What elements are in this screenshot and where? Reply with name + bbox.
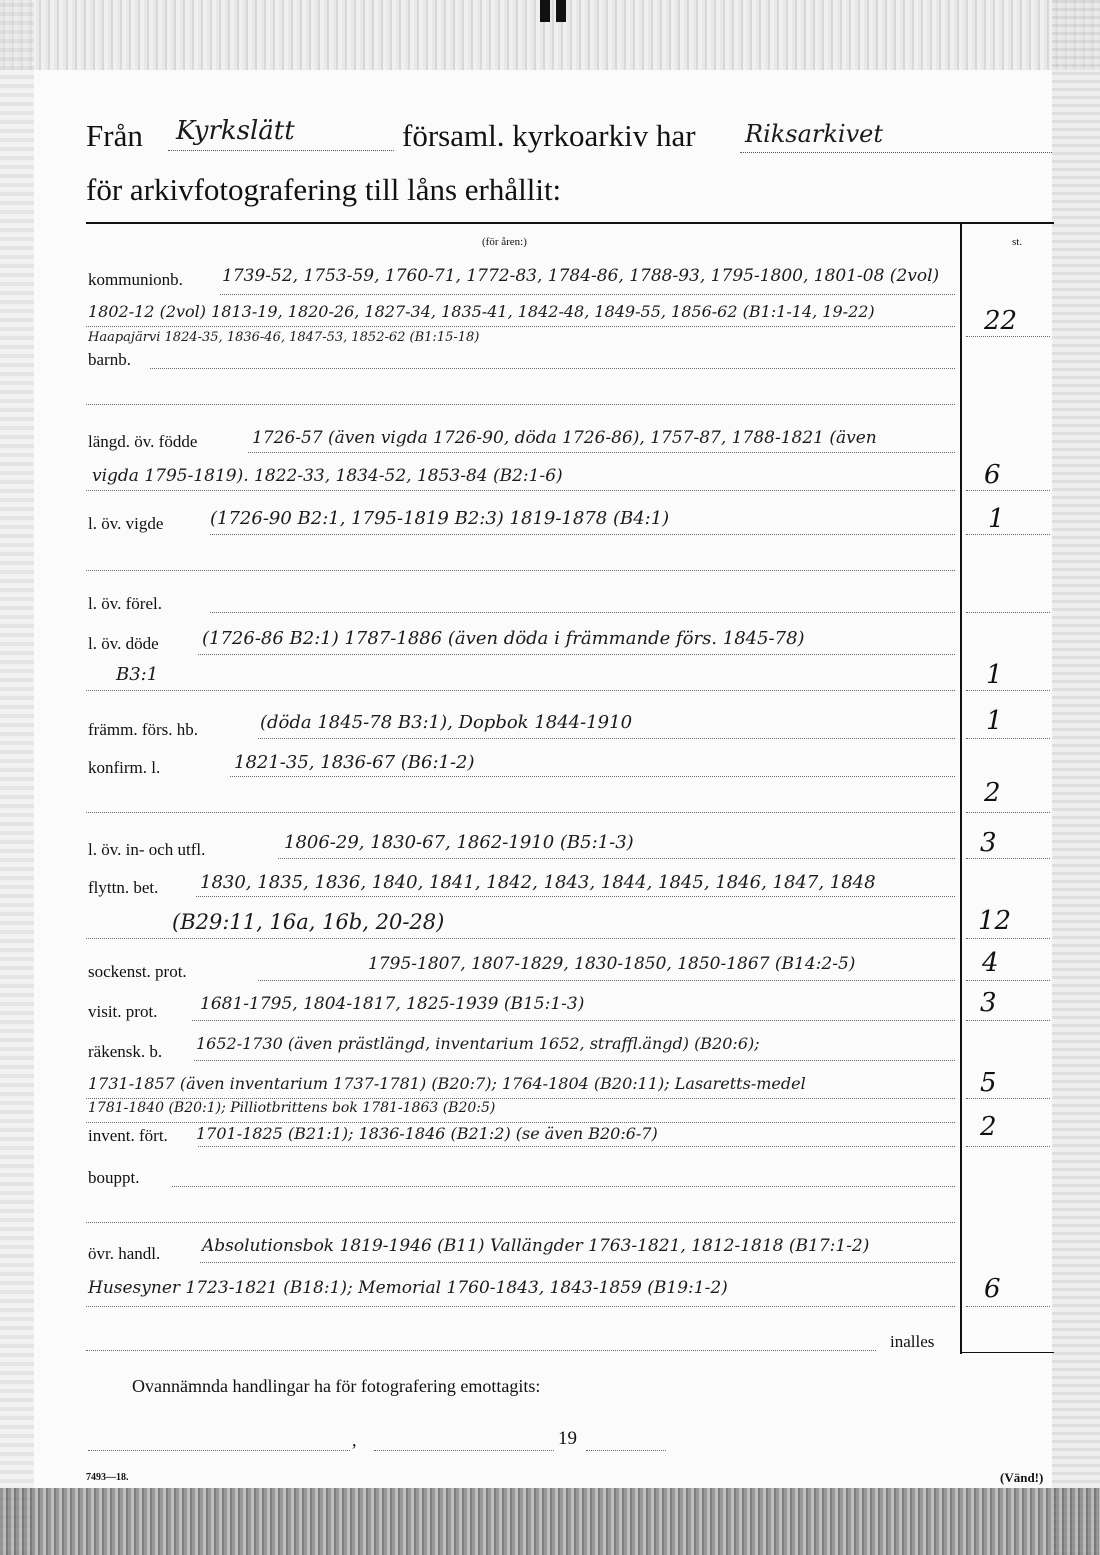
entry-flyttn-line-2: (B29:11, 16a, 16b, 20-28) (172, 910, 445, 934)
row-label-rakensk: räkensk. b. (88, 1042, 163, 1061)
fill-line (86, 1122, 955, 1123)
parish-fill-line (168, 150, 394, 151)
count-sockenst: 4 (982, 948, 999, 978)
count-line (966, 738, 1050, 739)
fill-line (86, 404, 955, 405)
binder-clip (556, 0, 566, 22)
fill-line (86, 690, 955, 691)
entry-in-utfl-line-1: 1806-29, 1830-67, 1862-1910 (B5:1-3) (284, 832, 634, 853)
fill-line (258, 738, 955, 739)
count-in-utfl: 3 (980, 828, 997, 858)
fill-line (220, 294, 955, 295)
footer-received-text: Ovannämnda handlingar ha för fotografering emottagits: (132, 1376, 541, 1396)
total-rule (962, 1352, 1054, 1353)
fill-line (86, 1350, 876, 1351)
count-line (966, 1020, 1050, 1021)
count-line (966, 938, 1050, 939)
row-label-in-utfl: l. öv. in- och utfl. (88, 840, 206, 859)
fill-line (86, 938, 955, 939)
fill-line (258, 980, 955, 981)
parish-name-handwritten: Kyrkslätt (176, 116, 295, 146)
entry-visit-line-1: 1681-1795, 1804-1817, 1825-1939 (B15:1-3) (200, 994, 585, 1014)
footer-place-line (88, 1450, 350, 1451)
heading-parish-archive-label: församl. kyrkoarkiv har (402, 118, 696, 153)
fill-line (196, 896, 955, 897)
archive-name-handwritten: Riksarkivet (745, 120, 884, 148)
row-label-sockenst: sockenst. prot. (88, 962, 187, 981)
entry-ovr-handl-line-2: Husesyner 1723-1821 (B18:1); Memorial 1760-1843, 1843-1859 (B19:1-2) (88, 1278, 728, 1298)
footer-year-line (586, 1450, 666, 1451)
footer-comma: , (352, 1430, 357, 1450)
entry-dode-line-2: B3:1 (116, 664, 159, 685)
fill-line (86, 812, 955, 813)
years-column-header: (för åren:) (482, 236, 527, 248)
count-line (966, 690, 1050, 691)
count-vigde: 1 (988, 504, 1005, 534)
count-column-rule (960, 222, 962, 1354)
count-rakensk: 5 (980, 1068, 997, 1098)
fill-line (198, 654, 955, 655)
row-label-flyttn: flyttn. bet. (88, 878, 159, 897)
count-line (966, 858, 1050, 859)
fill-line (210, 612, 955, 613)
entry-invent-line-1: 1701-1825 (B21:1); 1836-1846 (B21:2) (se även B20:6-7) (196, 1124, 658, 1143)
footer-year-prefix: 19 (558, 1428, 577, 1449)
count-line (966, 612, 1050, 613)
binder-clip (540, 0, 550, 22)
count-fodde: 6 (984, 460, 1001, 490)
entry-flyttn-line-1: 1830, 1835, 1836, 1840, 1841, 1842, 1843, 1844, 1845, 1846, 1847, 1848 (200, 872, 876, 893)
fill-line (192, 1020, 955, 1021)
entry-kommunion-line-3: Haapajärvi 1824-35, 1836-46, 1847-53, 1852-62 (B1:15-18) (88, 330, 480, 345)
row-label-konfirm: konfirm. l. (88, 758, 161, 777)
count-ovr-handl: 6 (984, 1274, 1001, 1304)
count-line (966, 336, 1050, 337)
fill-line (86, 1222, 955, 1223)
fill-line (86, 326, 955, 327)
fill-line (230, 776, 955, 777)
scan-edge-bottom (0, 1488, 1100, 1555)
fill-line (172, 1186, 955, 1187)
entry-ovr-handl-line-1: Absolutionsbok 1819-1946 (B11) Vallängder 1763-1821, 1812-1818 (B17:1-2) (202, 1236, 870, 1256)
row-label-framm-fors: främm. förs. hb. (88, 720, 199, 739)
count-invent: 2 (980, 1112, 997, 1142)
entry-rakensk-line-3: 1781-1840 (B20:1); Pilliotbrittens bok 1781-1863 (B20:5) (88, 1100, 496, 1116)
scan-edge-right (1052, 0, 1100, 1555)
entry-fodde-line-1: 1726-57 (även vigda 1726-90, döda 1726-86), 1757-87, 1788-1821 (även (252, 428, 877, 448)
count-column-header: st. (1012, 236, 1023, 248)
entry-kommunion-line-1: 1739-52, 1753-59, 1760-71, 1772-83, 1784-86, 1788-93, 1795-1800, 1801-08 (2vol) (222, 266, 940, 286)
count-line (966, 980, 1050, 981)
entry-rakensk-line-2: 1731-1857 (även inventarium 1737-1781) (B20:7); 1764-1804 (B20:11); Lasaretts-medel (88, 1074, 806, 1093)
fill-line (278, 858, 955, 859)
count-konfirm: 2 (984, 778, 1001, 808)
fill-line (194, 1060, 955, 1061)
fill-line (200, 1262, 955, 1263)
fill-line (86, 1098, 955, 1099)
row-label-vigde: l. öv. vigde (88, 514, 164, 533)
count-line (966, 1306, 1050, 1307)
fill-line (86, 1306, 955, 1307)
entry-dode-line-1: (1726-86 B2:1) 1787-1886 (även döda i främmande förs. 1845-78) (202, 628, 805, 649)
fill-line (150, 368, 955, 369)
row-label-dode: l. öv. döde (88, 634, 159, 653)
total-label: inalles (890, 1332, 935, 1351)
count-flyttn: 12 (978, 906, 1012, 936)
scan-edge-left (0, 0, 34, 1555)
row-label-ovr-handl: övr. handl. (88, 1244, 161, 1263)
count-line (966, 1098, 1050, 1099)
fill-line (198, 1146, 955, 1147)
row-label-invent: invent. fört. (88, 1126, 168, 1145)
table-top-rule (86, 222, 1054, 224)
count-line (966, 534, 1050, 535)
fill-line (86, 570, 955, 571)
entry-vigde-line-1: (1726-90 B2:1, 1795-1819 B2:3) 1819-1878 (B4:1) (210, 508, 670, 529)
fill-line (210, 534, 955, 535)
entry-kommunion-line-2: 1802-12 (2vol) 1813-19, 1820-26, 1827-34, 1835-41, 1842-48, 1849-55, 1856-62 (B1:1-14, 19-22) (88, 302, 875, 321)
count-visit: 3 (980, 988, 997, 1018)
count-framm-fors: 1 (986, 706, 1003, 736)
entry-konfirm-line-1: 1821-35, 1836-67 (B6:1-2) (234, 752, 475, 773)
turn-over-label: (Vänd!) (1000, 1470, 1044, 1485)
count-line (966, 1146, 1050, 1147)
count-line (966, 812, 1050, 813)
row-label-forel: l. öv. förel. (88, 594, 162, 613)
fill-line (86, 490, 955, 491)
count-line (966, 490, 1050, 491)
entry-sockenst-line-1: 1795-1807, 1807-1829, 1830-1850, 1850-1867 (B14:2-5) (368, 954, 856, 974)
archive-fill-line (740, 152, 1052, 153)
row-label-barnb: barnb. (88, 350, 131, 369)
row-label-fodde: längd. öv. födde (88, 432, 198, 451)
row-label-kommunion: kommunionb. (88, 270, 183, 289)
fill-line (248, 452, 955, 453)
count-kommunion: 22 (984, 306, 1018, 336)
row-label-bouppt: bouppt. (88, 1168, 140, 1187)
heading-received-label: för arkivfotografering till låns erhållit: (86, 172, 562, 207)
count-dode: 1 (986, 660, 1003, 690)
form-number: 7493—18. (86, 1472, 129, 1483)
entry-framm-fors-line-1: (döda 1845-78 B3:1), Dopbok 1844-1910 (260, 712, 633, 733)
scan-edge-top (0, 0, 1100, 70)
footer-date-line (374, 1450, 554, 1451)
row-label-visit: visit. prot. (88, 1002, 158, 1021)
entry-rakensk-line-1: 1652-1730 (även prästlängd, inventarium 1652, straffl.ängd) (B20:6); (196, 1034, 760, 1053)
heading-from-label: Från (86, 118, 143, 153)
entry-fodde-line-2: vigda 1795-1819). 1822-33, 1834-52, 1853-84 (B2:1-6) (92, 466, 563, 486)
